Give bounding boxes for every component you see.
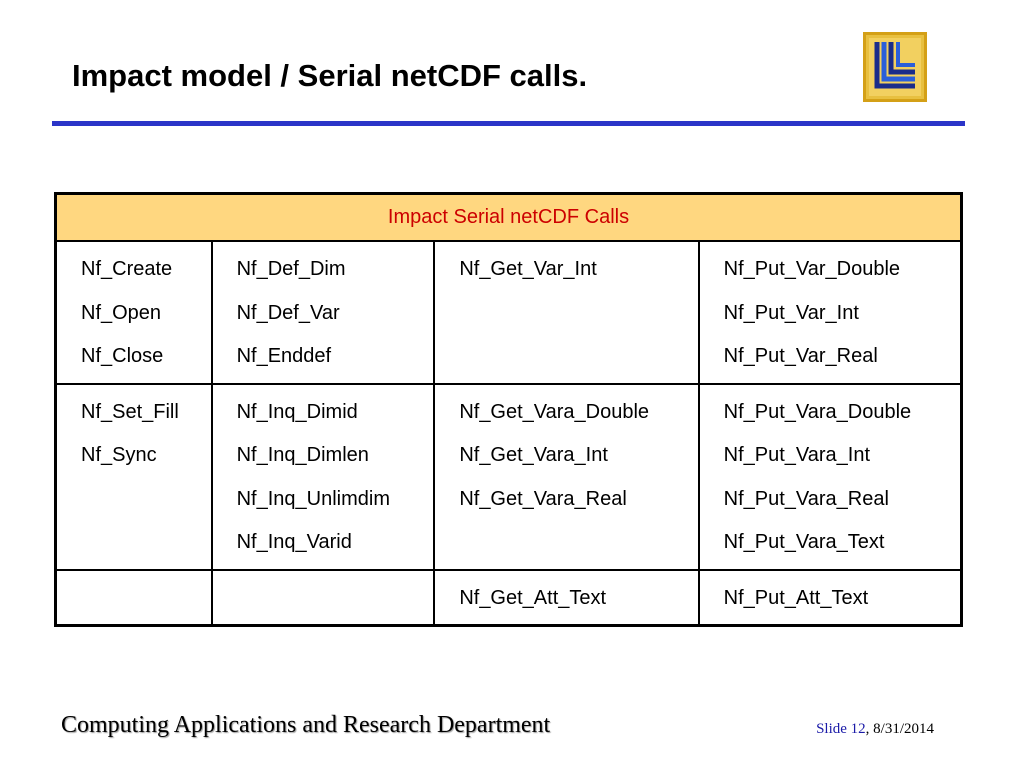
table-cell xyxy=(56,241,212,384)
call-name: Nf_Inq_Varid xyxy=(236,531,352,553)
table-cell xyxy=(699,570,962,626)
call-name: Nf_Get_Vara_Double xyxy=(459,400,650,423)
call-name: Nf_Put_Att_Text xyxy=(723,586,869,609)
title-divider xyxy=(52,121,965,126)
call-name: Nf_Inq_Unlimdim xyxy=(236,487,390,510)
table-cell-empty xyxy=(212,570,435,626)
call-name: Nf_Sync xyxy=(81,444,157,466)
footer-slide-info xyxy=(816,721,934,738)
table-header: Impact Serial netCDF Calls xyxy=(56,194,962,242)
call-name: Nf_Create xyxy=(81,258,173,280)
footer-department: Computing Applications and Research Department xyxy=(61,712,551,738)
slide-date: , 8/31/2014 xyxy=(865,721,934,737)
call-name: Nf_Get_Att_Text xyxy=(459,586,607,609)
table-cell xyxy=(699,241,962,384)
llnl-logo-icon xyxy=(863,32,927,102)
call-name: Nf_Put_Var_Real xyxy=(723,345,878,367)
call-name: Nf_Put_Var_Double xyxy=(723,258,901,280)
call-name: Nf_Put_Vara_Double xyxy=(723,400,912,423)
table-cell xyxy=(212,241,435,384)
table-row xyxy=(56,570,962,626)
table-cell xyxy=(434,241,698,384)
call-name: Nf_Get_Vara_Real xyxy=(459,487,627,510)
call-name: Nf_Def_Var xyxy=(236,301,340,324)
call-name: Nf_Inq_Dimlen xyxy=(236,444,369,466)
call-name: Nf_Get_Var_Int xyxy=(459,258,597,280)
table-cell-empty xyxy=(56,570,212,626)
call-name: Nf_Inq_Dimid xyxy=(236,400,358,423)
call-name: Nf_Put_Vara_Text xyxy=(723,531,885,553)
table-cell xyxy=(699,384,962,570)
call-name: Nf_Set_Fill xyxy=(81,400,179,423)
call-name: Nf_Get_Vara_Int xyxy=(459,444,608,466)
call-name: Nf_Put_Vara_Int xyxy=(723,444,871,466)
call-name: Nf_Enddef xyxy=(236,345,332,367)
slide-title: Impact model / Serial netCDF calls. xyxy=(72,58,588,93)
call-name: Nf_Open xyxy=(81,301,162,324)
call-name: Nf_Put_Vara_Real xyxy=(723,487,889,510)
table-cell xyxy=(56,384,212,570)
table-row xyxy=(56,241,962,384)
slide-number: Slide 12 xyxy=(816,721,866,737)
table-cell xyxy=(434,384,698,570)
call-name: Nf_Close xyxy=(81,345,164,367)
netcdf-calls-table xyxy=(54,192,963,627)
call-name: Nf_Def_Dim xyxy=(236,258,346,280)
table-cell xyxy=(434,570,698,626)
table-cell xyxy=(212,384,435,570)
call-name: Nf_Put_Var_Int xyxy=(723,301,859,324)
table-row xyxy=(56,384,962,570)
